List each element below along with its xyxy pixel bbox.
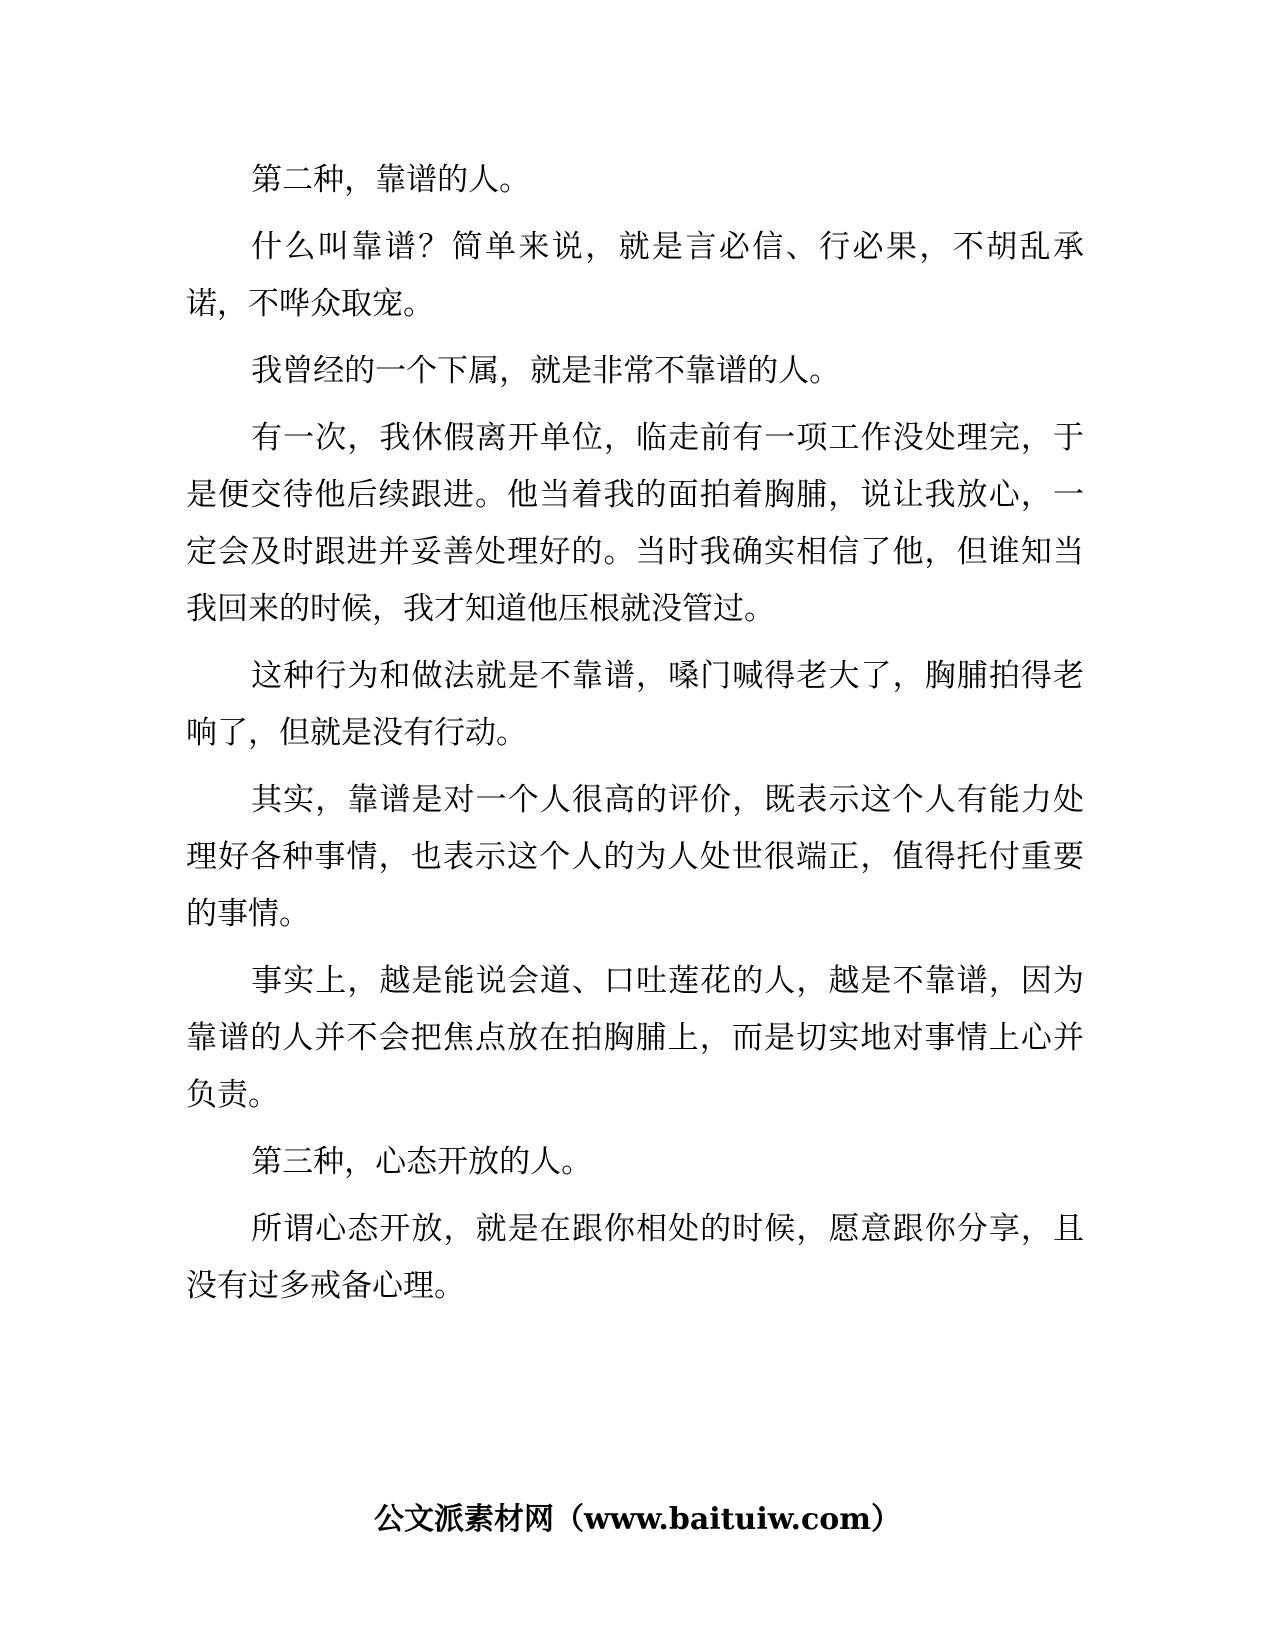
paragraph-4: 有一次，我休假离开单位，临走前有一项工作没处理完，于是便交待他后续跟进。他当着我的面拍着胸脯，说让我放心，一定会及时跟进并妥善处理好的。当时我确实相信了他，但谁知当我回来的时候，我才知道他压根就没管过。 bbox=[186, 420, 1084, 627]
paragraph-2: 什么叫靠谱？简单来说，就是言必信、行必果，不胡乱承诺，不哗众取宠。 bbox=[186, 229, 1084, 322]
paragraph-9: 所谓心态开放，就是在跟你相处的时候，愿意跟你分享，且没有过多戒备心理。 bbox=[186, 1211, 1084, 1304]
document-body bbox=[186, 152, 1084, 1325]
paragraph-8: 第三种，心态开放的人。 bbox=[251, 1144, 593, 1180]
paragraph-1: 第二种，靠谱的人。 bbox=[251, 162, 531, 198]
paragraph-5: 这种行为和做法就是不靠谱，嗓门喊得老大了，胸脯拍得老响了，但就是没有行动。 bbox=[186, 658, 1084, 751]
paragraph-7: 事实上，越是能说会道、口吐莲花的人，越是不靠谱，因为靠谱的人并不会把焦点放在拍胸脯上，而是切实地对事情上心并负责。 bbox=[186, 963, 1084, 1113]
paragraph-6: 其实，靠谱是对一个人很高的评价，既表示这个人有能力处理好各种事情，也表示这个人的为人处世很端正，值得托付重要的事情。 bbox=[186, 782, 1084, 932]
page-footer: 公文派素材网（www.baituiw.com） bbox=[373, 1502, 902, 1537]
paragraph-3: 我曾经的一个下属，就是非常不靠谱的人。 bbox=[251, 353, 841, 389]
